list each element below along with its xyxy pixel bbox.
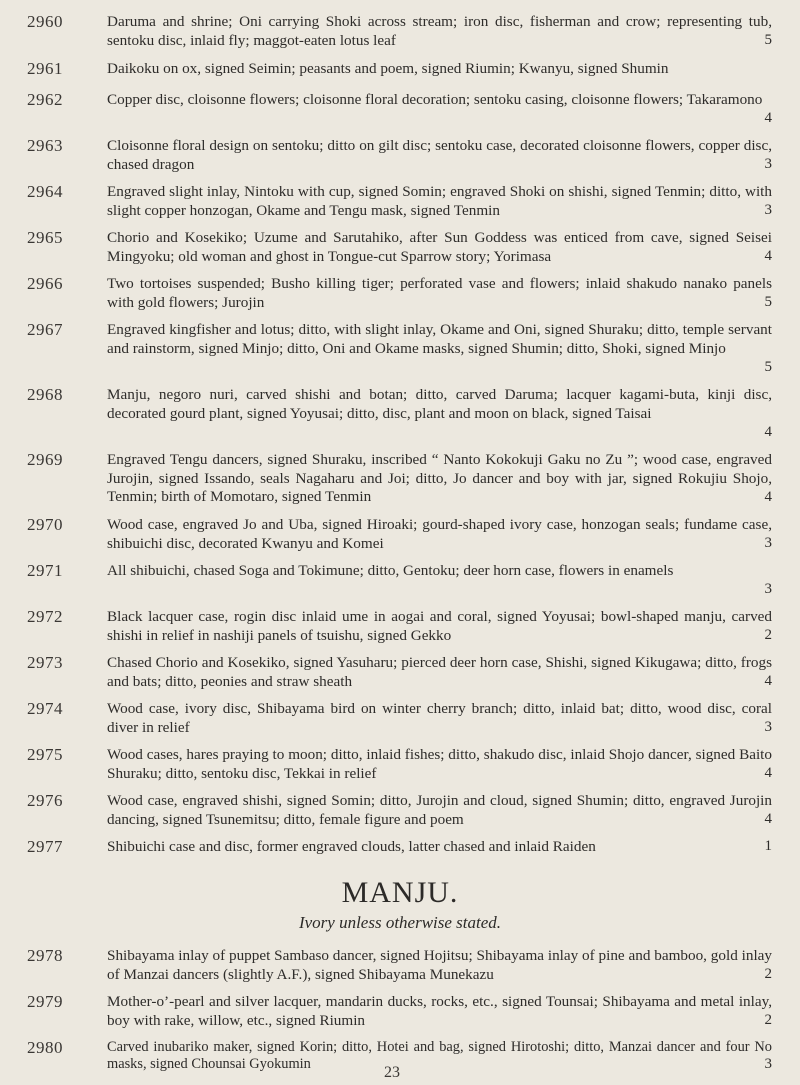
lot-number: 2977	[27, 837, 63, 856]
section-heading: MANJU.	[341, 876, 459, 909]
lot-description: Chorio and Kosekiko; Uzume and Sarutahiko, after Sun Goddess was enticed from cave, signed Seisei Mingyoku; old woman and ghost in Tongue-cut Sparrow story; Yorimasa	[107, 229, 772, 265]
lot-description: Manju, negoro nuri, carved shishi and botan; ditto, carved Daruma; lacquer kagami-buta, kinji disc, decorated gourd plant, signed Yoyusai; ditto, disc, plant and moon on black, signed Taisai	[107, 386, 772, 422]
lot-number: 2973	[27, 653, 63, 672]
lot-number: 2980	[27, 1038, 63, 1057]
lot-quantity: 4	[764, 489, 772, 505]
lot-number: 2979	[27, 992, 63, 1011]
lot-number: 2962	[27, 90, 63, 109]
lot-description: Engraved Tengu dancers, signed Shuraku, inscribed “ Nanto Kokokuji Gaku no Zu ”; wood case, engraved Jurojin, signed Issando, seals Nagaharu and Joi; ditto, Jo dancer and boy with jar, signed Rokujiu Shojo, Tenmin; birth of Momotaro, signed Tenmin	[107, 451, 772, 505]
lot-quantity: 4	[764, 811, 772, 827]
lot-number: 2963	[27, 136, 63, 155]
page-number: 23	[384, 1064, 400, 1081]
lot-number: 2976	[27, 791, 63, 810]
lot-number: 2964	[27, 182, 63, 201]
lot-quantity: 4	[764, 110, 772, 126]
lot-description: Shibayama inlay of puppet Sambaso dancer, signed Hojitsu; Shibayama inlay of pine and bamboo, gold inlay of Manzai dancers (slightly A.F.), signed Shibayama Munekazu	[107, 947, 772, 983]
lot-quantity: 2	[764, 627, 772, 643]
lot-number: 2960	[27, 12, 63, 31]
lot-description: Daruma and shrine; Oni carrying Shoki across stream; iron disc, fisherman and crow; representing tub, sentoku disc, inlaid fly; maggot-eaten lotus leaf	[107, 13, 772, 49]
lot-description: Wood cases, hares praying to moon; ditto, inlaid fishes; ditto, shakudo disc, inlaid Shojo dancer, signed Baito Shuraku; ditto, sentoku disc, Tekkai in relief	[107, 746, 772, 782]
lot-number: 2961	[27, 59, 63, 78]
lot-description: Wood case, engraved Jo and Uba, signed Hiroaki; gourd-shaped ivory case, honzogan seals; fundame case, shibuichi disc, decorated Kwanyu and Komei	[107, 516, 772, 552]
lot-quantity: 3	[764, 719, 772, 735]
lot-quantity: 2	[764, 966, 772, 982]
lot-quantity: 4	[764, 765, 772, 781]
lot-description: Shibuichi case and disc, former engraved clouds, latter chased and inlaid Raiden	[107, 838, 596, 855]
lot-quantity: 5	[764, 359, 772, 375]
lot-number: 2975	[27, 745, 63, 764]
lot-quantity: 3	[764, 156, 772, 172]
lot-number: 2968	[27, 385, 63, 404]
section-subheading: Ivory unless otherwise stated.	[298, 913, 502, 932]
lot-number: 2965	[27, 228, 63, 247]
lot-quantity: 1	[764, 838, 772, 854]
lot-description: Wood case, ivory disc, Shibayama bird on winter cherry branch; ditto, inlaid bat; ditto, wood disc, coral diver in relief	[107, 700, 772, 736]
lot-quantity: 3	[764, 581, 772, 597]
lot-quantity: 3	[764, 535, 772, 551]
lot-description: Carved inubariko maker, signed Korin; ditto, Hotei and bag, signed Hirotoshi; ditto, Manzai dancer and four No masks, signed Chounsai Gyokumin	[107, 1039, 772, 1072]
lot-number: 2969	[27, 450, 63, 469]
lot-quantity: 5	[764, 294, 772, 310]
lot-number: 2972	[27, 607, 63, 626]
lot-quantity: 5	[764, 32, 772, 48]
lot-quantity: 3	[764, 1056, 772, 1072]
lot-description: Daikoku on ox, signed Seimin; peasants and poem, signed Riumin; Kwanyu, signed Shumin	[107, 60, 669, 77]
lot-description: Mother-o’-pearl and silver lacquer, mandarin ducks, rocks, etc., signed Tounsai; Shibayama and metal inlay, boy with rake, willow, etc., signed Riumin	[107, 993, 772, 1029]
lot-number: 2966	[27, 274, 63, 293]
lot-quantity: 2	[764, 1012, 772, 1028]
lot-description: Two tortoises suspended; Busho killing tiger; perforated vase and flowers; inlaid shakudo nanako panels with gold flowers; Jurojin	[107, 275, 772, 311]
lot-description: Wood case, engraved shishi, signed Somin; ditto, Jurojin and cloud, signed Shumin; ditto, engraved Jurojin dancing, signed Tsunemitsu; ditto, female figure and poem	[107, 792, 772, 828]
lot-description: Chased Chorio and Kosekiko, signed Yasuharu; pierced deer horn case, Shishi, signed Kikugawa; ditto, frogs and bats; ditto, peonies and straw sheath	[107, 654, 772, 690]
lot-description: Copper disc, cloisonne flowers; cloisonne floral decoration; sentoku casing, cloisonne flowers; Takaramono	[107, 91, 763, 108]
lot-description: All shibuichi, chased Soga and Tokimune; ditto, Gentoku; deer horn case, flowers in enamels	[107, 562, 674, 579]
lot-description: Engraved kingfisher and lotus; ditto, with slight inlay, Okame and Oni, signed Shuraku; ditto, temple servant and rainstorm, signed Minjo; ditto, Oni and Okame masks, signed Shumin; ditto, Shoki, signed Minjo	[107, 321, 772, 357]
lot-number: 2974	[27, 699, 63, 718]
lot-quantity: 3	[764, 202, 772, 218]
lot-number: 2971	[27, 561, 63, 580]
lot-description: Black lacquer case, rogin disc inlaid ume in aogai and coral, signed Yoyusai; bowl-shaped manju, carved shishi in relief in nashiji panels of tsuishu, signed Gekko	[107, 608, 772, 644]
lot-number: 2978	[27, 946, 63, 965]
lot-quantity: 4	[764, 248, 772, 264]
lot-quantity: 4	[764, 673, 772, 689]
lot-number: 2970	[27, 515, 63, 534]
lot-quantity: 4	[764, 424, 772, 440]
lot-number: 2967	[27, 320, 63, 339]
lot-description: Cloisonne floral design on sentoku; ditto on gilt disc; sentoku case, decorated cloisonne flowers, copper disc, chased dragon	[107, 137, 772, 173]
lot-description: Engraved slight inlay, Nintoku with cup, signed Somin; engraved Shoki on shishi, signed Tenmin; ditto, with slight copper honzogan, Okame and Tengu mask, signed Tenmin	[107, 183, 772, 219]
